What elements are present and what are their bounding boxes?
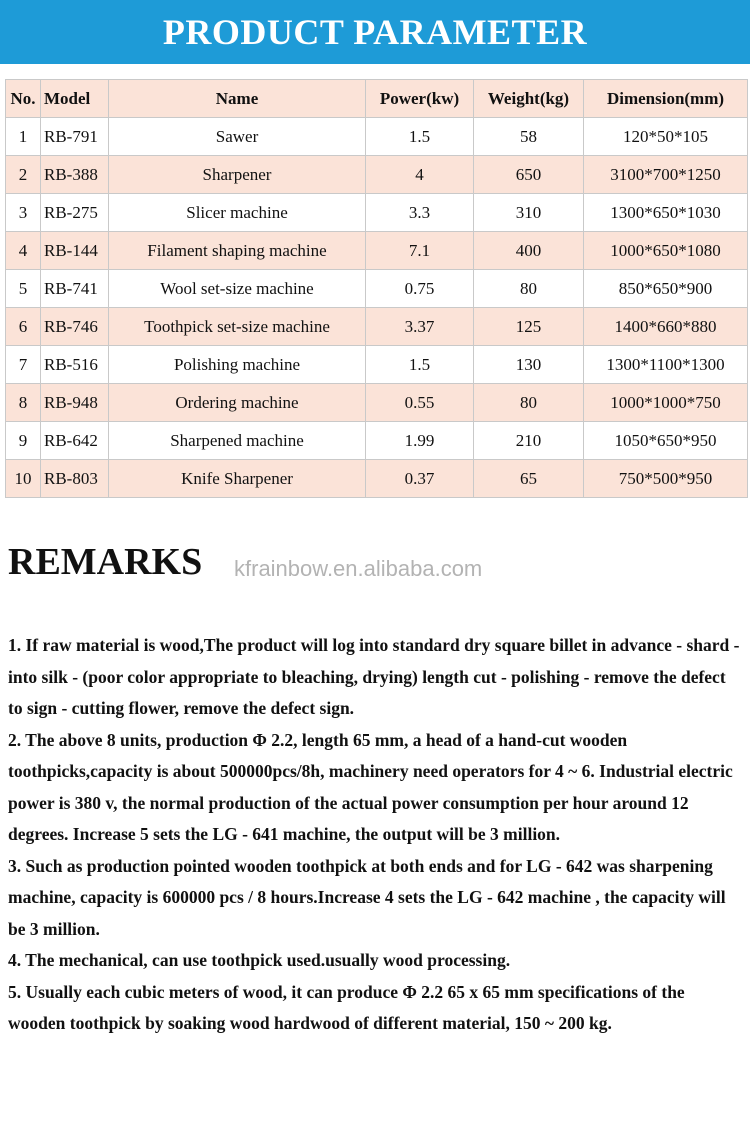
- remark-item: 3. Such as production pointed wooden toothpick at both ends and for LG - 642 was sharpening machine, capacity is 600000 pcs / 8 hours.Increase 4 sets the LG - 642 machine , the capacity will be 3 million.: [8, 855, 726, 939]
- table-row: [6, 346, 748, 384]
- cell-name: Sharpener: [109, 156, 366, 194]
- cell-power: 0.37: [366, 460, 474, 498]
- cell-model: RB-746: [41, 308, 109, 346]
- cell-weight: 80: [474, 270, 584, 308]
- cell-weight: 65: [474, 460, 584, 498]
- cell-weight: 80: [474, 384, 584, 422]
- cell-name: Slicer machine: [109, 194, 366, 232]
- table-row: [6, 422, 748, 460]
- column-header-name: Name: [109, 80, 366, 118]
- remark-item: 2. The above 8 units, production Φ 2.2, length 65 mm, a head of a hand-cut wooden toothpicks,capacity is about 500000pcs/8h, machinery need operators for 4 ~ 6. Industrial electric power is 380 v, the normal production of the actual power consumption per hour around 12 degrees. Increase 5 sets the LG - 641 machine, the output will be 3 million.: [8, 729, 733, 844]
- cell-dimension: 1300*650*1030: [584, 194, 748, 232]
- table-row: [6, 270, 748, 308]
- remark-item: 4. The mechanical, can use toothpick used.usually wood processing.: [8, 950, 511, 970]
- cell-power: 1.5: [366, 118, 474, 156]
- table-row: [6, 232, 748, 270]
- cell-dimension: 1000*650*1080: [584, 232, 748, 270]
- cell-dimension: 1050*650*950: [584, 422, 748, 460]
- cell-model: RB-803: [41, 460, 109, 498]
- column-header-model: Model: [41, 80, 109, 118]
- column-header-no: No.: [6, 80, 41, 118]
- parameter-table: [5, 79, 748, 498]
- cell-power: 0.75: [366, 270, 474, 308]
- cell-no: 10: [6, 460, 41, 498]
- cell-name: Sawer: [109, 118, 366, 156]
- remark-item: 1. If raw material is wood,The product will log into standard dry square billet in advance - shard - into silk - (poor color appropriate to bleaching, drying) length cut - polishing - remove the defect to sign - cutting flower, remove the defect sign.: [8, 635, 740, 718]
- cell-weight: 125: [474, 308, 584, 346]
- column-header-dimension: Dimension(mm): [584, 80, 748, 118]
- cell-no: 8: [6, 384, 41, 422]
- cell-weight: 210: [474, 422, 584, 460]
- cell-no: 9: [6, 422, 41, 460]
- table-row: [6, 308, 748, 346]
- cell-weight: 130: [474, 346, 584, 384]
- cell-weight: 400: [474, 232, 584, 270]
- column-header-power: Power(kw): [366, 80, 474, 118]
- cell-no: 3: [6, 194, 41, 232]
- cell-power: 1.99: [366, 422, 474, 460]
- cell-model: RB-275: [41, 194, 109, 232]
- cell-name: Toothpick set-size machine: [109, 308, 366, 346]
- cell-weight: 650: [474, 156, 584, 194]
- cell-model: RB-516: [41, 346, 109, 384]
- cell-name: Knife Sharpener: [109, 460, 366, 498]
- cell-name: Ordering machine: [109, 384, 366, 422]
- cell-model: RB-791: [41, 118, 109, 156]
- cell-power: 0.55: [366, 384, 474, 422]
- cell-power: 1.5: [366, 346, 474, 384]
- title-banner: [0, 0, 750, 64]
- cell-power: 4: [366, 156, 474, 194]
- cell-model: RB-388: [41, 156, 109, 194]
- cell-dimension: 1300*1100*1300: [584, 346, 748, 384]
- remark-item: 5. Usually each cubic meters of wood, it can produce Φ 2.2 65 x 65 mm specifications of the wooden toothpick by soaking wood hardwood of different material, 150 ~ 200 kg.: [8, 981, 685, 1033]
- table-body: [6, 118, 748, 498]
- cell-dimension: 750*500*950: [584, 460, 748, 498]
- page-title: PRODUCT PARAMETER: [162, 12, 588, 52]
- remarks-list: [8, 630, 744, 1040]
- cell-power: 3.37: [366, 308, 474, 346]
- cell-dimension: 1400*660*880: [584, 308, 748, 346]
- cell-dimension: 1000*1000*750: [584, 384, 748, 422]
- remarks-heading: REMARKS: [8, 541, 203, 583]
- cell-name: Wool set-size machine: [109, 270, 366, 308]
- table-row: [6, 194, 748, 232]
- cell-model: RB-642: [41, 422, 109, 460]
- cell-power: 3.3: [366, 194, 474, 232]
- cell-name: Polishing machine: [109, 346, 366, 384]
- cell-model: RB-741: [41, 270, 109, 308]
- cell-dimension: 850*650*900: [584, 270, 748, 308]
- table-row: [6, 156, 748, 194]
- cell-name: Sharpened machine: [109, 422, 366, 460]
- table-row: [6, 118, 748, 156]
- cell-power: 7.1: [366, 232, 474, 270]
- watermark-text: kfrainbow.en.alibaba.com: [234, 556, 483, 581]
- cell-no: 7: [6, 346, 41, 384]
- cell-weight: 310: [474, 194, 584, 232]
- cell-no: 1: [6, 118, 41, 156]
- cell-dimension: 3100*700*1250: [584, 156, 748, 194]
- cell-dimension: 120*50*105: [584, 118, 748, 156]
- cell-model: RB-948: [41, 384, 109, 422]
- table-row: [6, 384, 748, 422]
- cell-no: 4: [6, 232, 41, 270]
- cell-no: 2: [6, 156, 41, 194]
- cell-weight: 58: [474, 118, 584, 156]
- cell-no: 5: [6, 270, 41, 308]
- cell-name: Filament shaping machine: [109, 232, 366, 270]
- table-header-row: [6, 80, 748, 118]
- column-header-weight: Weight(kg): [474, 80, 584, 118]
- table-row: [6, 460, 748, 498]
- cell-model: RB-144: [41, 232, 109, 270]
- cell-no: 6: [6, 308, 41, 346]
